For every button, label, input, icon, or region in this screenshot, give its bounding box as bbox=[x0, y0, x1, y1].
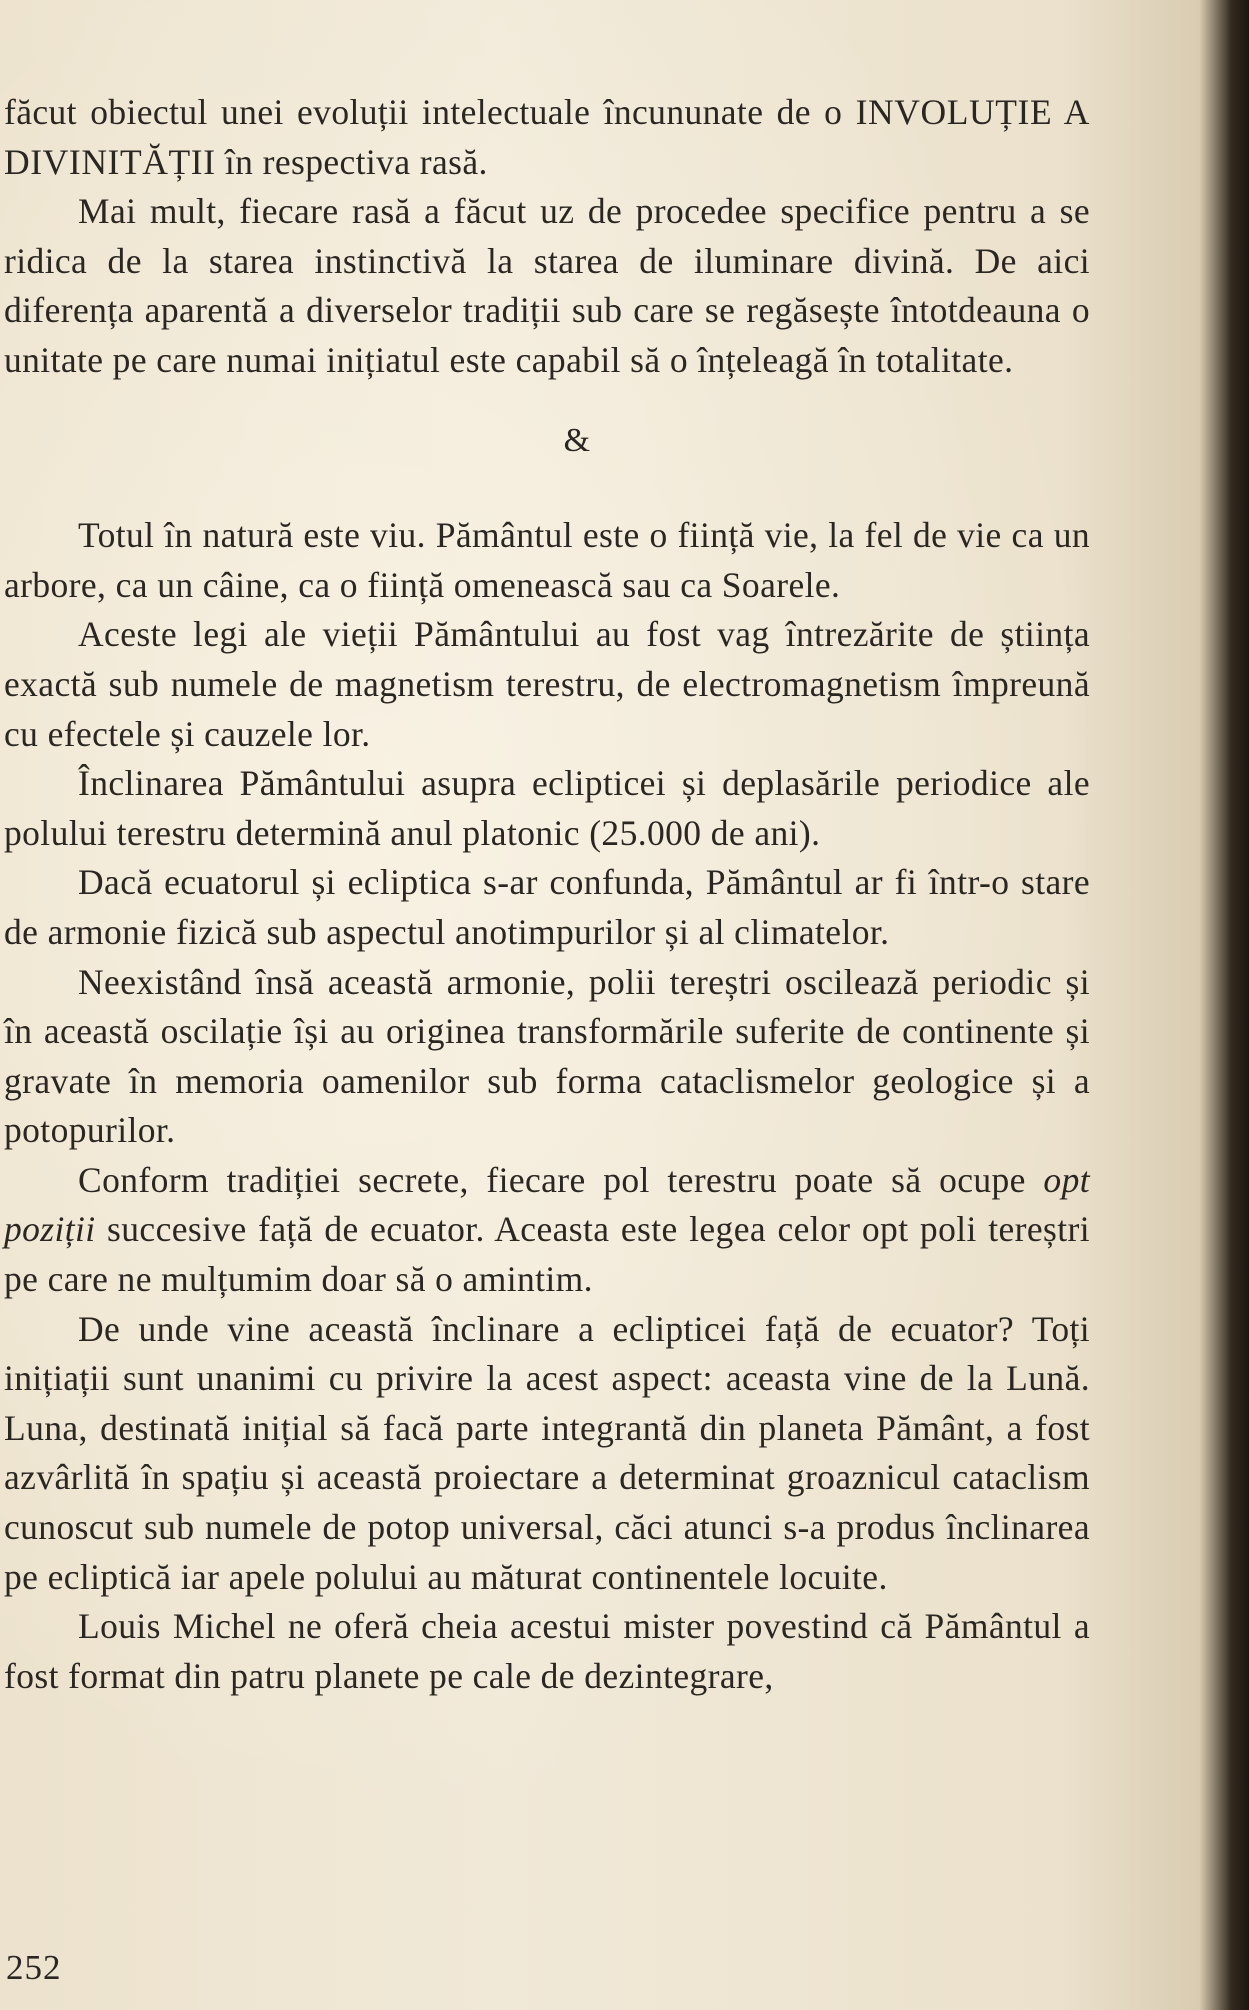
paragraph bbox=[4, 958, 1090, 1156]
paragraph bbox=[4, 511, 1090, 610]
paragraph bbox=[4, 858, 1090, 957]
paragraph-text: Conform tradiției secrete, fiecare pol terestru poate să ocupe bbox=[78, 1159, 1044, 1200]
book-spine-shadow bbox=[1227, 0, 1249, 2010]
paragraph-text: Dacă ecuatorul și ecliptica s-ar confunda, Pământul ar fi într-o stare de armonie fizică sub aspectul anotimpurilor și al climatelor. bbox=[4, 862, 1090, 952]
paragraph bbox=[4, 88, 1090, 187]
paragraph-text: Louis Michel ne oferă cheia acestui mister povestind că Pământul a fost format din patru planete pe cale de dezintegrare, bbox=[4, 1606, 1090, 1696]
page-body-text bbox=[4, 88, 1090, 1701]
paragraph-text: Neexistând însă această armonie, polii tereștri oscilează periodic și în această oscilație își au originea transformările suferite de continente și gravate în memoria oamenilor sub forma cataclismelor geologice și a potopurilor. bbox=[4, 961, 1090, 1151]
paragraph-text: Totul în natură este viu. Pământul este o ființă vie, la fel de vie ca un arbore, ca un câine, ca o ființă omenească sau ca Soarele. bbox=[4, 515, 1090, 605]
page-number: 252 bbox=[6, 1948, 62, 1987]
paragraph bbox=[4, 759, 1090, 858]
paragraph-text: succesive față de ecuator. Aceasta este legea celor opt poli tereștri pe care ne mulțumim doar să o amintim. bbox=[4, 1209, 1090, 1300]
smallcaps-text: INVOLUȚIE A DIVINITĂȚII bbox=[4, 92, 1090, 182]
paragraph-text: în respectiva rasă. bbox=[215, 141, 488, 182]
paragraph-text: Mai mult, fiecare rasă a făcut uz de procedee specifice pentru a se ridica de la starea instinctivă la starea de iluminare divină. De aici diferența aparentă a diverselor tradiții sub care se regăsește întotdeauna o unitate pe care numai inițiatul este capabil să o înțeleagă în totalitate. bbox=[4, 191, 1090, 380]
paragraph bbox=[4, 1156, 1090, 1305]
section-separator: & bbox=[563, 421, 591, 459]
italic-text: opt poziții bbox=[4, 1159, 1090, 1250]
paragraph bbox=[4, 1305, 1090, 1603]
paragraph-text: Aceste legi ale vieții Pământului au fost vag întrezărite de știința exactă sub numele de magnetism terestru, de electromagnetism împreună cu efectele și cauzele lor. bbox=[4, 614, 1090, 754]
paragraph-text: Înclinarea Pământului asupra eclipticei și deplasările periodice ale polului terestru determină anul platonic (25.000 de ani). bbox=[4, 763, 1090, 853]
paragraph-text: De unde vine această înclinare a eclipticei față de ecuator? Toți inițiații sunt unanimi cu privire la acest aspect: aceasta vine de la Lună. Luna, destinată inițial să facă parte integrantă din planeta Pământ, a fost azvârlită în spațiu și această proiectare a determinat groaznicul cataclism cunoscut sub numele de potop universal, căci atunci s-a produs înclinarea pe ecliptică iar apele polului au măturat continentele locuite. bbox=[4, 1308, 1090, 1597]
section-after-separator bbox=[4, 511, 1090, 1701]
section-before-separator bbox=[4, 88, 1090, 386]
paragraph bbox=[4, 610, 1090, 759]
paragraph bbox=[4, 187, 1090, 385]
paragraph-text: făcut obiectul unei evoluții intelectuale încununate de o bbox=[4, 92, 856, 132]
paragraph bbox=[4, 1602, 1090, 1701]
